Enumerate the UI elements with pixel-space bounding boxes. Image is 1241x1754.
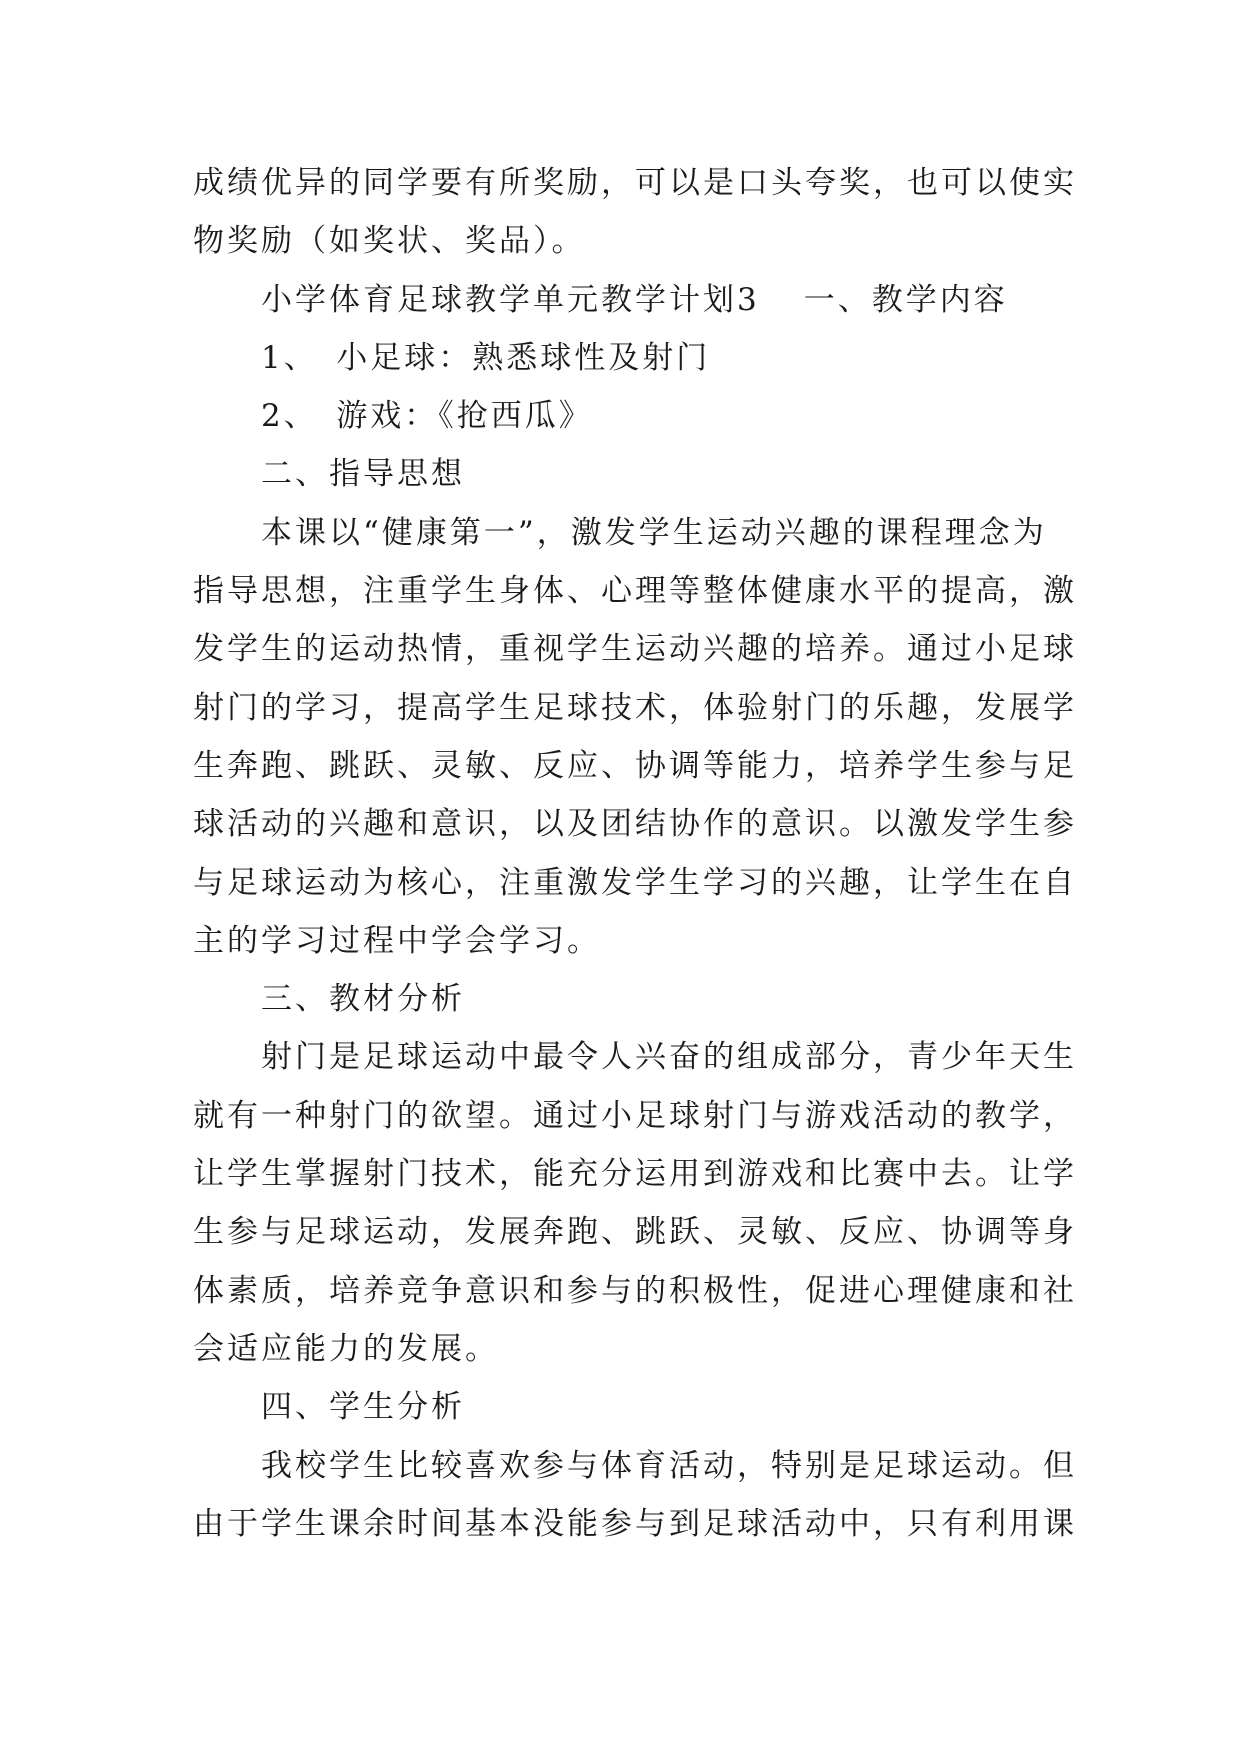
section-heading <box>193 445 1063 503</box>
paragraph-line <box>193 912 1063 970</box>
list-item-text: 1、 小足球：熟悉球性及射门 <box>261 339 711 376</box>
section-heading-text: 四、学生分析 <box>261 1389 465 1426</box>
list-item-text: 2、 游戏：《抢西瓜》 <box>261 398 593 435</box>
paragraph-line <box>193 679 1077 737</box>
line-text: 射门是足球运动中最令人兴奋的组成部分，青少年天生 <box>261 1039 1077 1076</box>
line-text: 本课以“健康第一”，激发学生运动兴趣的课程理念为 <box>261 514 1047 551</box>
line-text: 生参与足球运动，发展奔跑、跳跃、灵敏、反应、协调等身 <box>193 1214 1077 1251</box>
paragraph-line <box>193 212 1063 270</box>
line-text: 让学生掌握射门技术，能充分运用到游戏和比赛中去。让学 <box>193 1156 1077 1193</box>
paragraph-line <box>193 737 1077 795</box>
paragraph-line <box>193 1028 1077 1086</box>
line-text: 生奔跑、跳跃、灵敏、反应、协调等能力，培养学生参与足 <box>193 747 1077 784</box>
line-text: 与足球运动为核心，注重激发学生学习的兴趣，让学生在自 <box>193 864 1077 901</box>
section-title-line <box>193 271 1063 329</box>
section-heading-text: 三、教材分析 <box>261 981 465 1018</box>
paragraph-line <box>193 154 1077 212</box>
paragraph-line <box>193 562 1077 620</box>
plan-title: 小学体育足球教学单元教学计划3 <box>261 281 760 318</box>
line-text: 由于学生课余时间基本没能参与到足球活动中，只有利用课 <box>193 1505 1077 1542</box>
paragraph-line <box>193 504 1063 562</box>
line-text: 物奖励（如奖状、奖品）。 <box>193 223 586 260</box>
line-text: 体素质，培养竞争意识和参与的积极性，促进心理健康和社 <box>193 1272 1077 1309</box>
line-text: 指导思想，注重学生身体、心理等整体健康水平的提高，激 <box>193 573 1077 610</box>
document-body <box>193 154 1077 1553</box>
paragraph-line <box>193 1262 1077 1320</box>
paragraph-line <box>193 854 1077 912</box>
line-text: 主的学习过程中学会学习。 <box>193 922 601 959</box>
paragraph-line <box>193 1203 1077 1261</box>
section-heading: 一、教学内容 <box>803 281 1008 318</box>
list-item <box>193 329 1063 387</box>
line-text: 会适应能力的发展。 <box>193 1330 499 1367</box>
line-text: 射门的学习，提高学生足球技术，体验射门的乐趣，发展学 <box>193 689 1077 726</box>
paragraph-line <box>193 1437 1077 1495</box>
section-heading <box>193 970 1063 1028</box>
line-text: 球活动的兴趣和意识，以及团结协作的意识。以激发学生参 <box>193 806 1077 843</box>
line-text: 我校学生比较喜欢参与体育活动，特别是足球运动。但 <box>261 1447 1077 1484</box>
line-text: 就有一种射门的欲望。通过小足球射门与游戏活动的教学， <box>193 1097 1077 1134</box>
section-heading <box>193 1378 1063 1436</box>
paragraph-line <box>193 620 1077 678</box>
paragraph-line <box>193 1087 1077 1145</box>
line-text: 发学生的运动热情，重视学生运动兴趣的培养。通过小足球 <box>193 631 1077 668</box>
section-heading-text: 二、指导思想 <box>261 456 465 493</box>
paragraph-line <box>193 1145 1077 1203</box>
paragraph-line <box>193 1320 1063 1378</box>
paragraph-line <box>193 1495 1077 1553</box>
paragraph-line <box>193 795 1077 853</box>
line-text: 成绩优异的同学要有所奖励，可以是口头夸奖，也可以使实 <box>193 165 1077 201</box>
list-item <box>193 387 1063 445</box>
